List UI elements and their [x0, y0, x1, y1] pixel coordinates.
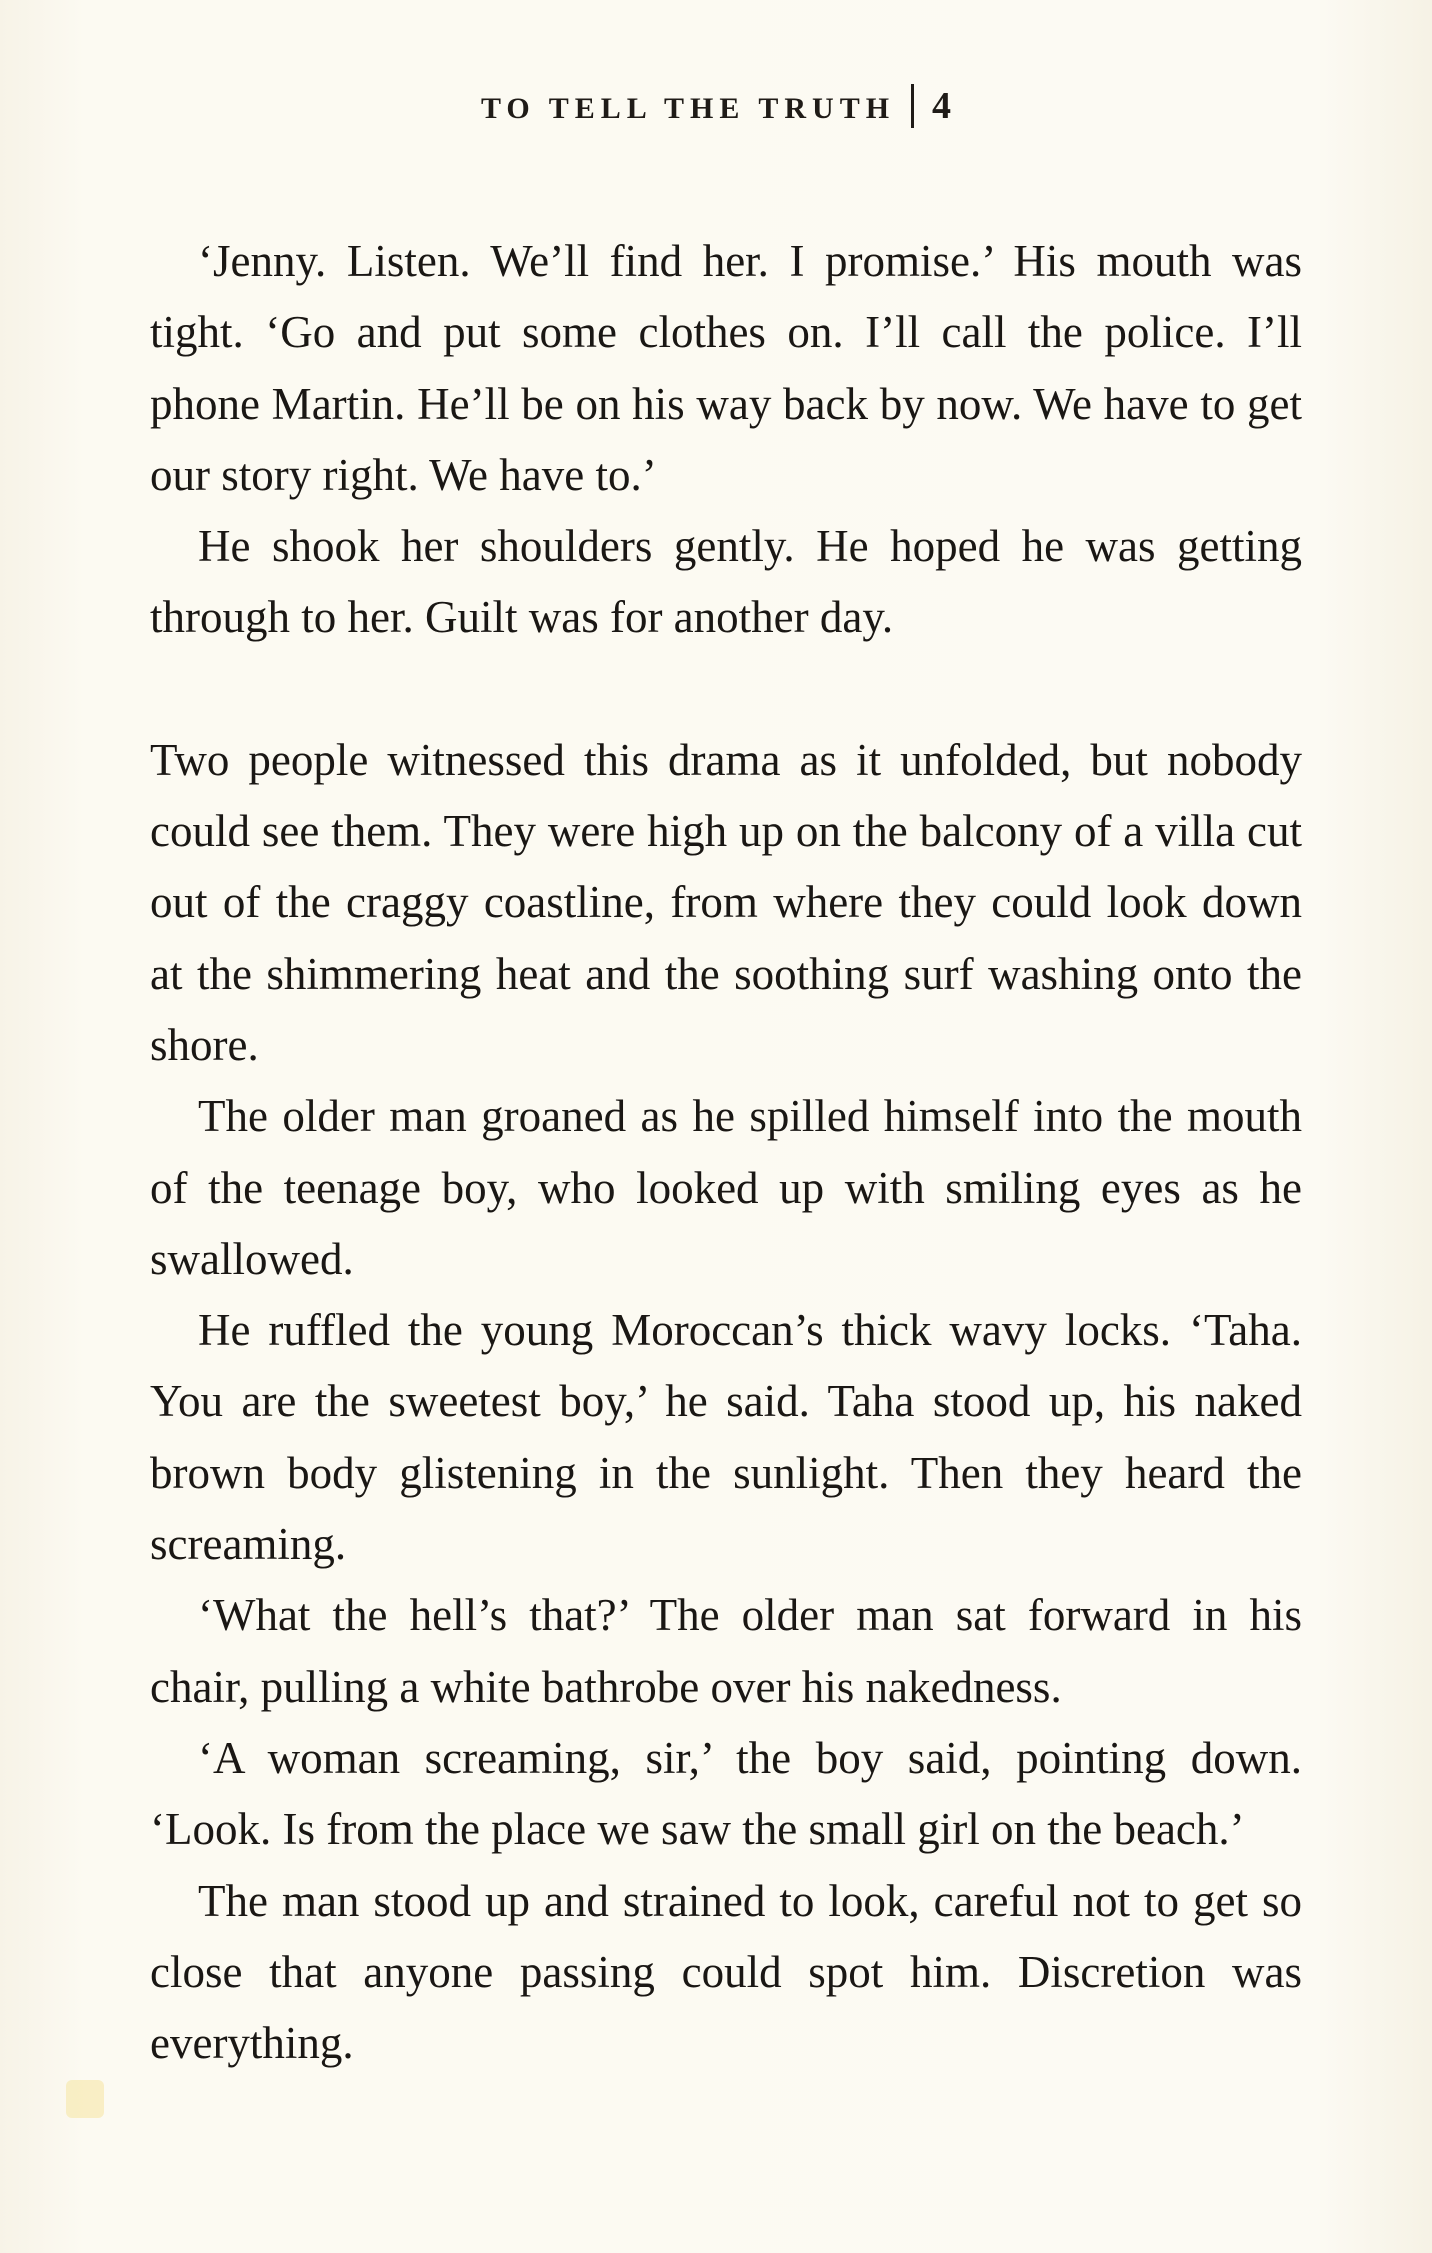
- body-text: [150, 226, 1302, 2079]
- header-separator: [911, 84, 914, 128]
- page-number: 4: [932, 85, 952, 127]
- paragraph-2: He shook her shoulders gently. He hoped he was getting through to her. Guilt was for another day.: [150, 521, 1302, 643]
- paper-smudge: [66, 2080, 104, 2118]
- paragraph-3: Two people witnessed this drama as it unfolded, but nobody could see them. They were high up on the balcony of a villa cut out of the craggy coastline, from where they could look down at the shimmering heat and the soothing surf washing onto the shore.: [150, 734, 1302, 1070]
- paragraph-8: The man stood up and strained to look, careful not to get so close that anyone passing could spot him. Discretion was everything.: [150, 1875, 1302, 2069]
- paragraph-6: ‘What the hell’s that?’ The older man sat forward in his chair, pulling a white bathrobe over his nakedness.: [150, 1590, 1302, 1712]
- running-title: TO TELL THE TRUTH: [480, 92, 896, 125]
- paragraph-7: ‘A woman screaming, sir,’ the boy said, pointing down. ‘Look. Is from the place we saw the small girl on the beach.’: [150, 1732, 1302, 1855]
- paragraph-4: The older man groaned as he spilled himself into the mouth of the teenage boy, who looked up with smiling eyes as he swallowed.: [150, 1091, 1302, 1284]
- paragraph-1: ‘Jenny. Listen. We’ll find her. I promise.’ His mouth was tight. ‘Go and put some clothes on. I’ll call the police. I’ll phone Martin. He’ll be on his way back by now. We have to get our story right. We have to.’: [150, 236, 1302, 500]
- page-header: [0, 84, 1432, 128]
- paragraph-5: He ruffled the young Moroccan’s thick wavy locks. ‘Taha. You are the sweetest boy,’ he said. Taha stood up, his naked brown body glistening in the sunlight. Then they heard the screaming.: [150, 1305, 1302, 1570]
